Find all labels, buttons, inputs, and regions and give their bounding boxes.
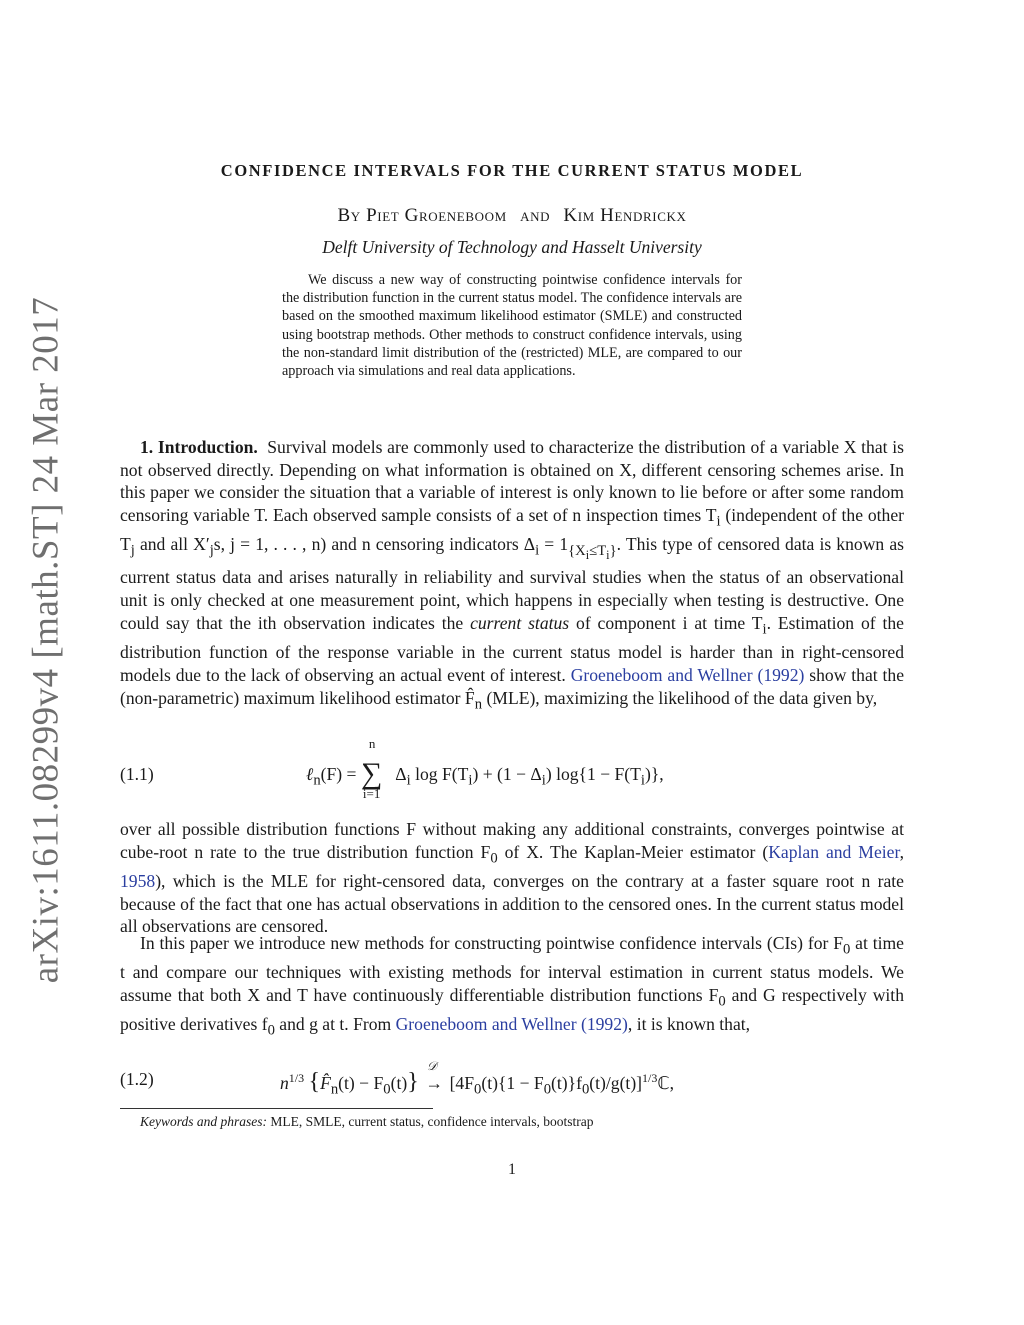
math-text: [4F xyxy=(449,1073,475,1093)
page-number: 1 xyxy=(508,1161,516,1178)
subscript: n xyxy=(313,772,321,789)
abstract-text: We discuss a new way of constructing pointwise confidence intervals for the distribution function in the current status model. The confidence intervals are based on the smoothed maximum likelihood estimator (SMLE) and constructed using bootstrap methods. Other methods to construct confidence intervals, using the non-standard limit distribution of the (restricted) MLE, are compared to our approach via simulations and real data applications. xyxy=(282,272,742,380)
author-second: Kim Hendrickx xyxy=(563,205,687,226)
arrow-label: 𝒟 xyxy=(427,1059,437,1073)
equation-1-2 xyxy=(120,1059,904,1098)
intro-text: s, j = 1, . . . , n) and n censoring indicators Δ xyxy=(213,534,536,555)
equation-body xyxy=(306,736,664,801)
superscript: 1/3 xyxy=(288,1071,305,1086)
subscript: 0 xyxy=(490,850,498,867)
equation-number: (1.2) xyxy=(120,1069,154,1089)
math-text: ℓ xyxy=(306,764,314,785)
paragraph-3 xyxy=(120,932,904,1042)
math-text: (t) xyxy=(390,1073,408,1093)
subscript: i xyxy=(535,542,540,559)
intro-text: (independent of the other T xyxy=(120,505,904,555)
subscript: ≤T xyxy=(589,542,607,559)
subscript: 0 xyxy=(474,1081,482,1098)
citation-link[interactable]: Groeneboom and Wellner xyxy=(395,1014,577,1035)
math-text: F̂ xyxy=(320,1073,331,1093)
paper-title: CONFIDENCE INTERVALS FOR THE CURRENT STATUS MODEL xyxy=(220,161,804,180)
intro-text: (MLE), maximizing the likelihood of the data given by, xyxy=(482,687,878,708)
subscript: i xyxy=(716,513,721,530)
equation-number: (1.1) xyxy=(120,764,154,784)
right-brace: } xyxy=(407,1069,419,1095)
indicator-subscript xyxy=(568,542,617,562)
and-label: and xyxy=(520,205,551,226)
math-text: (t) − F xyxy=(338,1073,384,1093)
subscript: i xyxy=(606,547,610,562)
author-first: Piet Groeneboom xyxy=(366,205,507,226)
subscript: j xyxy=(209,542,214,559)
citation-link[interactable]: Kaplan and Meier xyxy=(768,841,900,862)
subscript: 0 xyxy=(718,993,726,1010)
math-text: ℂ, xyxy=(657,1073,675,1093)
arrow-symbol: → xyxy=(425,1073,443,1093)
citation-year-link[interactable]: (1992) xyxy=(757,664,805,685)
summation xyxy=(360,736,391,801)
sigma-symbol: ∑ xyxy=(360,757,383,790)
convergence-arrow xyxy=(423,1059,445,1094)
keywords-footnote xyxy=(140,1114,904,1130)
math-text: (t)}f xyxy=(551,1073,582,1093)
intro-text: of component i at time T xyxy=(569,612,763,633)
math-text: Δ xyxy=(395,764,407,785)
subscript: 0 xyxy=(267,1022,275,1039)
emphasis: current status xyxy=(470,612,570,633)
body-text: at time t and compare our techniques with existing methods for interval estimation in current status models. We assume that both X and T have continuously differentiable distribution functions F xyxy=(120,933,904,1005)
by-label: By xyxy=(337,205,361,226)
subscript: {X xyxy=(568,542,586,559)
paragraph-2 xyxy=(120,818,904,938)
subscript: } xyxy=(609,542,617,559)
intro-text: = 1 xyxy=(539,534,569,555)
intro-text: show that the (non-parametric) maximum likelihood estimator F̂ xyxy=(120,664,905,708)
subscript: i xyxy=(406,772,411,789)
subscript: 0 xyxy=(843,941,851,958)
sum-lower-limit: i=1 xyxy=(362,786,381,801)
author-line xyxy=(120,205,904,227)
body-text: In this paper we introduce new methods for constructing pointwise confidence intervals (CIs) for F xyxy=(140,933,843,953)
math-text: ) log{1 − F(T xyxy=(545,764,641,785)
math-text: (F) = xyxy=(320,764,361,785)
body-text: over all possible distribution functions F without making any additional constraints, converges pointwise at cube-root n rate to the true distribution function F xyxy=(120,819,904,862)
body-text: and g at t. From xyxy=(274,1014,396,1035)
subscript: j xyxy=(130,542,135,559)
intro-paragraph xyxy=(120,436,904,716)
subscript: i xyxy=(640,772,645,789)
keywords-text: MLE, SMLE, current status, confidence intervals, bootstrap xyxy=(267,1114,594,1129)
body-text: and G respectively with positive derivatives f xyxy=(120,984,904,1035)
footnote-divider xyxy=(120,1108,433,1109)
section-heading: 1. Introduction. xyxy=(140,437,258,457)
citation-year-link[interactable]: (1992) xyxy=(580,1014,628,1035)
citation-link[interactable]: Groeneboom and Wellner xyxy=(570,664,753,685)
intro-text: . Estimation of the distribution function of the response variable in the current status model is harder than in right-censored models due to the lack of observing an actual event of interest. xyxy=(120,612,904,685)
intro-text: Survival models are commonly used to characterize the distribution of a variable X that is not observed directly. Depending on what information is obtained on X, different censoring schemes arise. In this paper we consider the situation that a variable of interest is only known to lie before or after some random censoring variable T. Each observed sample consists of a set of n inspection times T xyxy=(120,437,905,526)
body-text: , xyxy=(899,841,905,862)
subscript: i xyxy=(585,547,590,562)
keywords-label: Keywords and phrases: xyxy=(140,1114,267,1129)
subscript: n xyxy=(474,696,483,713)
math-text: )}, xyxy=(644,764,664,785)
math-text: log F(T xyxy=(410,764,469,785)
subscript: 0 xyxy=(383,1081,391,1098)
subscript: 0 xyxy=(543,1081,552,1098)
left-brace: { xyxy=(308,1069,321,1095)
subscript: i xyxy=(762,621,767,638)
body-text: , it is known that, xyxy=(627,1014,751,1035)
equation-1-1 xyxy=(120,736,904,808)
subscript: n xyxy=(330,1081,339,1098)
math-text: ) + (1 − Δ xyxy=(472,764,542,785)
superscript: 1/3 xyxy=(642,1071,658,1086)
intro-text: and all X′ xyxy=(134,534,210,555)
math-text: (t)/g(t)] xyxy=(589,1073,643,1093)
abstract xyxy=(282,271,742,380)
citation-year-link[interactable]: 1958 xyxy=(120,870,156,891)
intro-text: . This type of censored data is known as current status data and arises naturally in reliability and survival studies when the status of an observational unit is only checked at one measurement point, which happens in especially when testing is destructive. One could say that the ith observation indicates the xyxy=(120,534,904,633)
subscript: i xyxy=(468,772,473,789)
sum-upper-limit: n xyxy=(368,736,376,751)
arxiv-identifier: arXiv:1611.08299v4 [math.ST] 24 Mar 2017 xyxy=(25,296,67,984)
math-text: n xyxy=(280,1073,289,1093)
equation-body xyxy=(280,1059,675,1099)
body-text: ), which is the MLE for right-censored data, converges on the contrary at a faster square root n rate because of the fact that one has actual observations in addition to the censored ones. In the current status model all observations are censored. xyxy=(120,870,904,937)
subscript: i xyxy=(541,772,546,789)
body-text: of X. The Kaplan-Meier estimator ( xyxy=(497,841,769,862)
subscript: 0 xyxy=(581,1081,590,1098)
math-text: (t){1 − F xyxy=(481,1073,544,1093)
affiliation: Delft University of Technology and Hasselt University xyxy=(322,237,702,257)
